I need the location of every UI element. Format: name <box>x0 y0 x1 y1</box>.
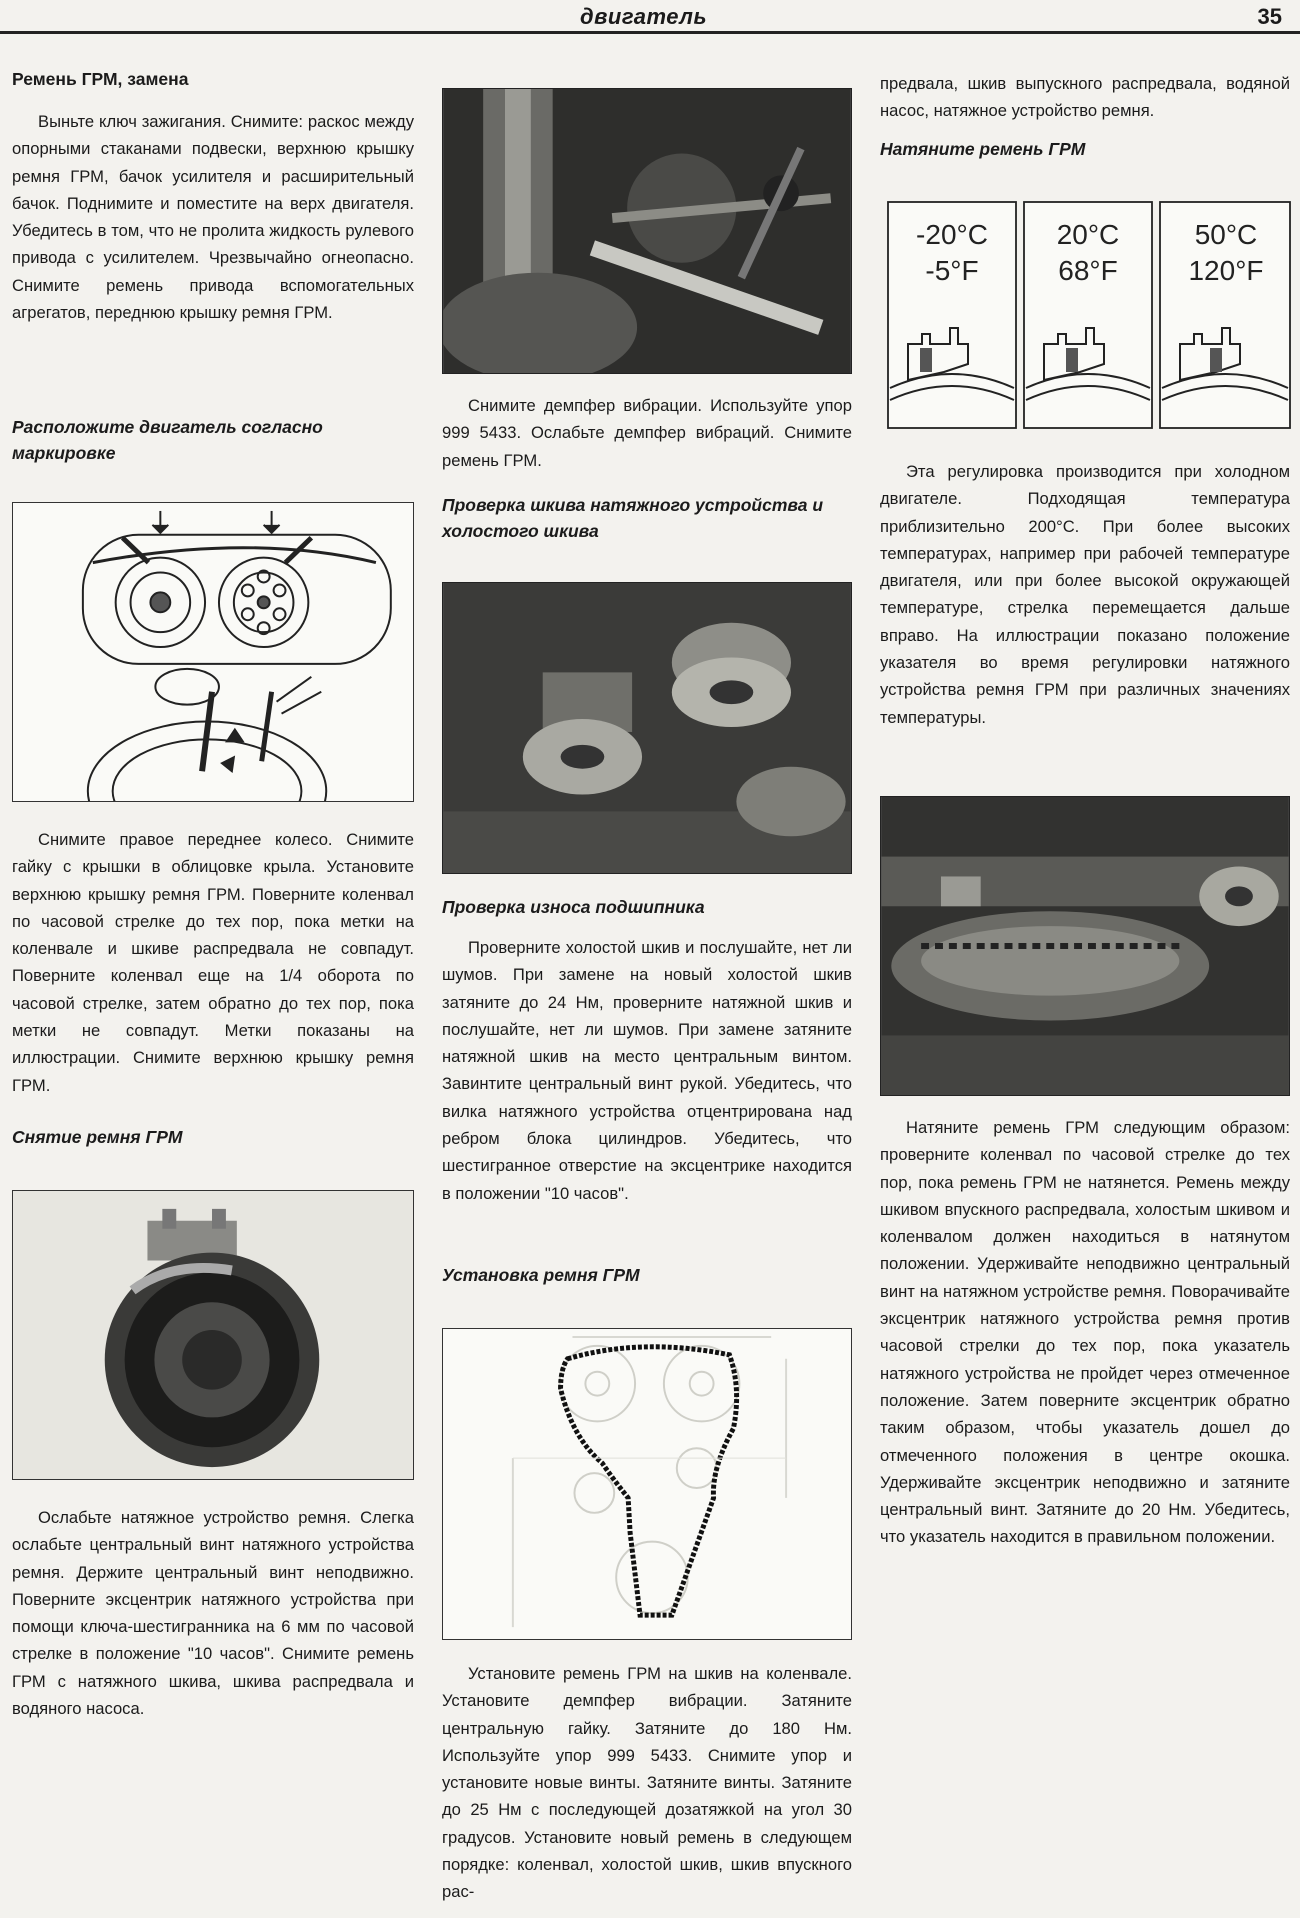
paragraph-continued: предвала, шкив выпускного распредвала, водяной насос, натяжное устройство ремня. <box>880 74 1290 121</box>
paragraph-loosen-tensioner: Ослабьте натяжное устройство ремня. Слегка ослабьте центральный винт натяжного устройства ремня. Держите центральный винт неподвижно. Поверните эксцентрик натяжного устройства при помощи ключа-шестигранника на 6 мм по часовой стрелке в положение "10 часов". Снимите ремень ГРМ с натяжного шкива, шкива распредвала и водяного насоса. <box>12 1508 414 1719</box>
heading-check-pulleys: Проверка шкива натяжного устройства и холостого шкива <box>442 495 824 541</box>
heading-timing-belt-replace: Ремень ГРМ, замена <box>12 69 189 89</box>
heading-bearing-wear: Проверка износа подшипника <box>442 897 705 917</box>
figure-tensioner-photo <box>12 1190 414 1480</box>
figure-temperature-indicator <box>886 200 1294 432</box>
paragraph-remove-damper: Снимите демпфер вибрации. Используйте упор 999 5433. Ослабьте демпфер вибраций. Снимите ремень ГРМ. <box>442 396 852 470</box>
heading-tension-belt: Натяните ремень ГРМ <box>880 139 1086 159</box>
paragraph-tension-procedure: Натяните ремень ГРМ следующим образом: проверните коленвал по часовой стрелке до тех пор, пока ремень ГРМ не натянется. Ремень между шкивом впускного распредвала, холостым шкивом и коленвалом должен находиться в натянутом положении. Удерживайте неподвижно центральный винт на натяжном устройстве ремня. Поворачивайте эксцентрик натяжного устройства ремня против часовой стрелки до тех пор, пока указатель натяжного устройства не пройдет через отмеченное положение. Затем поверните эксцентрик обратно таким образом, чтобы указатель дошел до отмеченного положения в центре окошка. Удерживайте эксцентрик неподвижно и затяните центральный винт. Затяните до 20 Нм. Убедитесь, что указатель находится в правильном положении. <box>880 1118 1290 1547</box>
paragraph-intro: Выньте ключ зажигания. Снимите: раскос между опорными стаканами подвески, верхнюю крышку ремня ГРМ, бачок усилителя и расширительный бачок. Поднимите и поместите на верх двигателя. Убедитесь в том, что не пролита жидкость рулевого привода с усилителем. Чрезвычайно огнеопасно. Снимите ремень привода вспомогательных агрегатов, переднюю крышку ремня ГРМ. <box>12 112 414 323</box>
figure-belt-routing <box>442 1328 852 1640</box>
paragraph-install-belt: Установите ремень ГРМ на шкив на коленвале. Установите демпфер вибрации. Затяните центральную гайку. Затяните до 180 Нм. Используйте упор 999 5433. Снимите упор и установите новые винты. Затяните винты. Затяните до 25 Нм с последующей дозатяжкой на угол 30 градусов. Установите новый ремень в следующем порядке: коленвал, холостой шкив, шкив впускного рас- <box>442 1664 852 1902</box>
temp-panel-hot <box>1160 202 1290 428</box>
figure-tension-photo <box>880 796 1290 1096</box>
paragraph-align-marks: Снимите правое переднее колесо. Снимите гайку с крышки в облицовке крыла. Установите верхнюю крышку ремня ГРМ. Поверните коленвал по часовой стрелке до тех пор, пока метки на коленвале и шкиве распредвала не совпадут. Поверните коленвал еще на 1/4 оборота по часовой стрелке, затем обратно до тех пор, пока метки не совпадут. Метки показаны на иллюстрации. Снимите верхнюю крышку ремня ГРМ. <box>12 830 414 1095</box>
temp-panel-cold <box>888 202 1016 428</box>
page-number: 35 <box>1257 4 1282 29</box>
temp-fahrenheit-cold: -5°F <box>925 255 979 286</box>
paragraph-cold-engine: Эта регулировка производится при холодном двигателе. Подходящая температура приблизительно 200°С. При более высоких температурах, например при рабочей температуре двигателя, или при более высокой окружающей температуре, стрелка перемещается дальше вправо. На иллюстрации показано положение указателя во время регулировки натяжного устройства ремня ГРМ при различных значениях температуры. <box>880 462 1290 727</box>
paragraph-check-idler: Проверните холостой шкив и послушайте, нет ли шумов. При замене на новый холостой шкив затяните до 24 Нм, проверните натяжной шкив и послушайте, нет ли шумов. При замене затяните натяжной шкив на место центральным винтом. Завинтите центральный винт рукой. Убедитесь, что вилка натяжного устройства отцентрирована над ребром блока цилиндров. Убедитесь, что шестигранное отверстие на эксцентрике находится в положении "10 часов". <box>442 938 852 1203</box>
page-header <box>0 0 1300 34</box>
heading-belt-removal: Снятие ремня ГРМ <box>12 1127 183 1147</box>
temp-celsius-room: 20°C <box>1056 219 1120 250</box>
figure-timing-marks <box>12 502 414 802</box>
temp-celsius-hot: 50°C <box>1194 219 1258 250</box>
heading-engine-marking: Расположите двигатель согласно маркировке <box>12 417 323 463</box>
heading-belt-install: Установка ремня ГРМ <box>442 1265 640 1285</box>
temp-panel-room <box>1024 202 1152 428</box>
figure-pulleys-photo <box>442 582 852 874</box>
section-title: двигатель <box>580 4 708 29</box>
temp-celsius-cold: -20°C <box>916 219 988 250</box>
temp-fahrenheit-hot: 120°F <box>1188 255 1264 286</box>
figure-damper-photo <box>442 88 852 374</box>
temp-fahrenheit-room: 68°F <box>1058 255 1118 286</box>
